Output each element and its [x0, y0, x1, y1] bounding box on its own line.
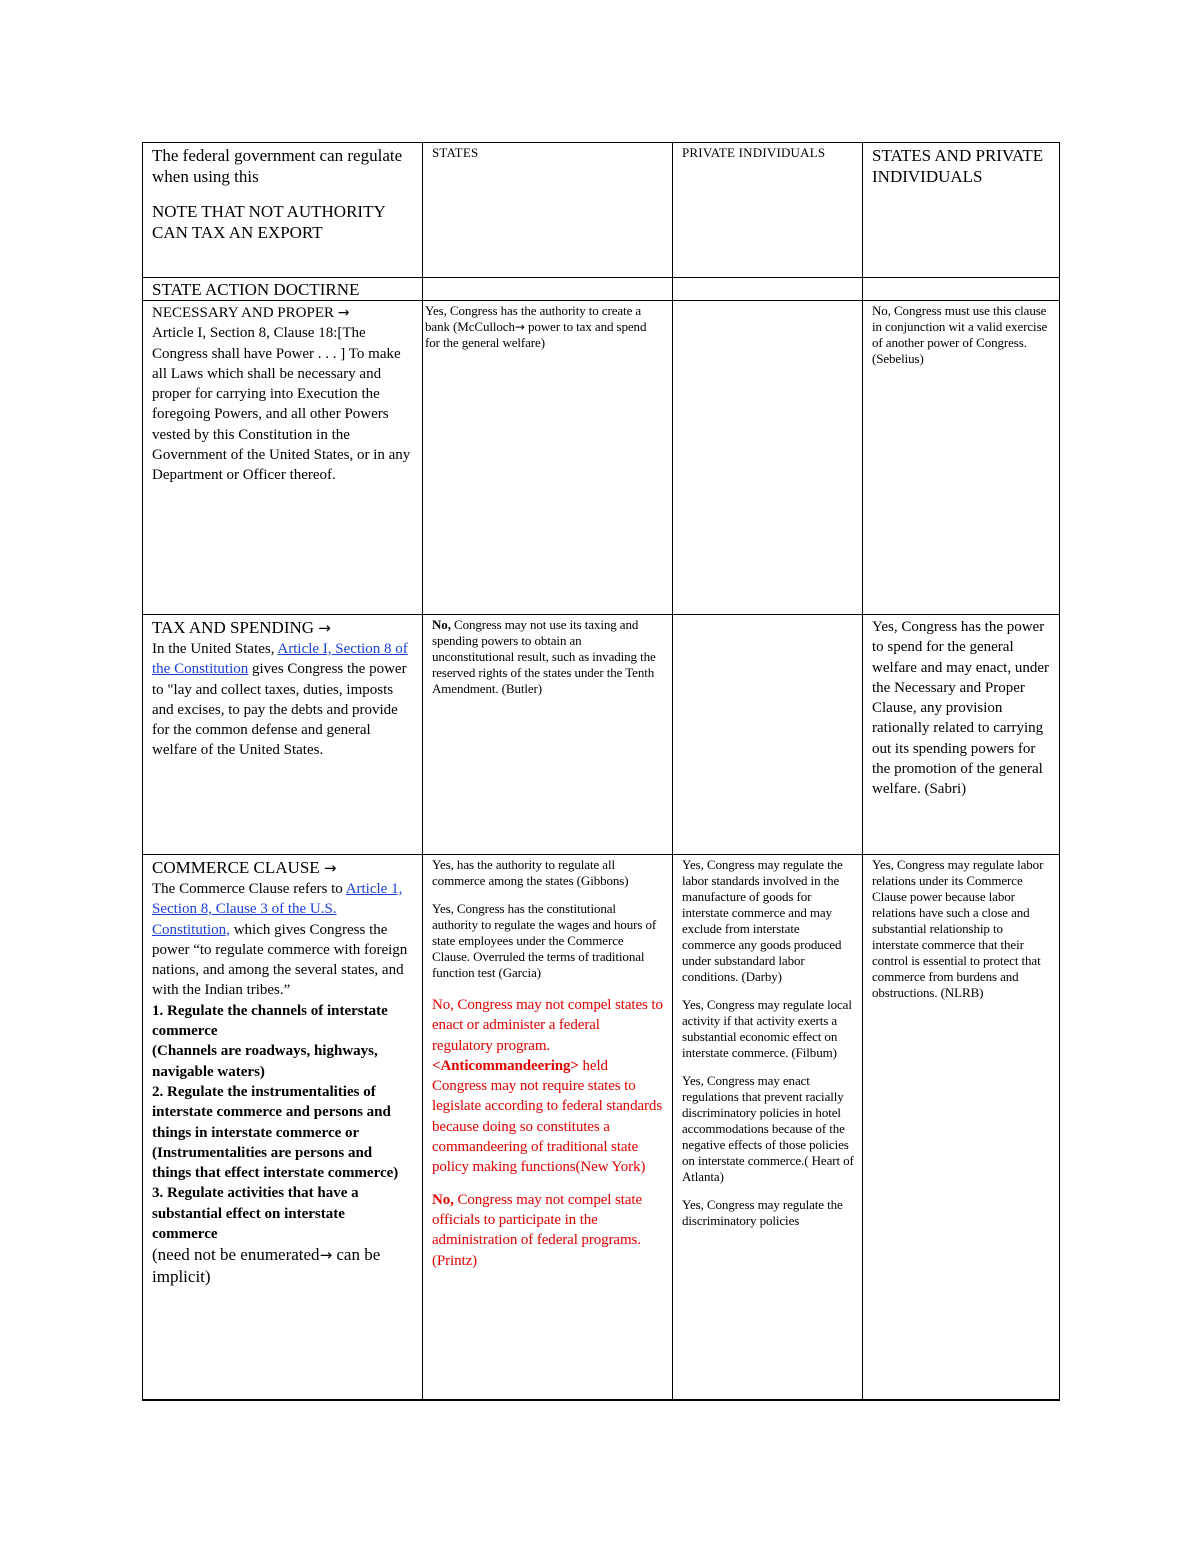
- right-arrow-icon: →: [323, 859, 337, 877]
- necessary-proper-private: [673, 301, 863, 615]
- necessary-proper-title: NECESSARY AND PROPER: [152, 305, 334, 321]
- tax-spending-title: TAX AND SPENDING: [152, 618, 315, 637]
- commerce-states-printz-no: No,: [432, 1191, 454, 1208]
- commerce-private: [673, 855, 863, 1400]
- tax-spending-private: [673, 615, 863, 855]
- header-cell-states: [423, 143, 673, 278]
- commerce-private-discriminatory: Yes, Congress may regulate the discriminatory policies: [682, 1197, 843, 1228]
- commerce-clause-cell: [143, 855, 423, 1400]
- header-cell-authority: [143, 143, 423, 278]
- tax-spending-text-pre: In the United States,: [152, 641, 278, 657]
- tax-spending-both: [863, 615, 1060, 855]
- commerce-states-new-york-2: held Congress may not require states to legislate according to federal standards because doing so constitutes a commandeering of traditional state policy making functions(New York): [432, 1057, 663, 1176]
- commerce-both: [863, 855, 1060, 1400]
- header-authority-label: The federal government can regulate when using this: [152, 146, 403, 186]
- right-arrow-icon: →: [319, 1246, 333, 1265]
- commerce-point-2-note: (Instrumentalities are persons and things that effect interstate commerce): [152, 1144, 399, 1182]
- header-states-label: STATES: [432, 145, 479, 160]
- anticommandeering-label: <Anticommandeering>: [432, 1057, 579, 1074]
- necessary-proper-both: [863, 301, 1060, 615]
- necessary-proper-states: [423, 301, 673, 615]
- header-both-label: STATES AND PRIVATE INDIVIDUALS: [872, 146, 1044, 186]
- necessary-proper-text: Article I, Section 8, Clause 18:[The Congress shall have Power . . . ] To make all Laws which shall be necessary and proper for carrying into Execution the foregoing Powers, and all other Powers vested by this Constitution in the Government of the United States, or in any Department or Officer thereof.: [152, 325, 411, 484]
- commerce-states-garcia: Yes, Congress has the constitutional authority to regulate the wages and hours of state employees under the Commerce Clause. Overruled the terms of traditional function test (Garcia): [432, 901, 657, 980]
- commerce-point-1: 1. Regulate the channels of interstate commerce: [152, 1002, 388, 1040]
- tax-spending-cell: [143, 615, 423, 855]
- tax-spending-states-text: Congress may not use its taxing and spending powers to obtain an unconstitutional result, such as invading the reserved rights of the states under the Tenth Amendment. (Butler): [432, 617, 656, 696]
- commerce-point-1-note: (Channels are roadways, highways, navigable waters): [152, 1043, 378, 1080]
- commerce-closing-a: (need not be enumerated: [152, 1245, 320, 1265]
- header-note: NOTE THAT NOT AUTHORITY CAN TAX AN EXPORT: [152, 202, 386, 242]
- tax-spending-both-text: Yes, Congress has the power to spend for the general welfare and may enact, under the Necessary and Proper Clause, any provision rationally related to carrying out its spending powers for the promotion of the general welfare. (Sabri): [872, 619, 1049, 798]
- state-action-both: [863, 278, 1060, 301]
- article-1-section-8-clause-3-link[interactable]: Article 1, Section 8, Clause 3 of the U.S. Constitution,: [152, 881, 403, 938]
- header-row: [143, 143, 1060, 278]
- commerce-clause-row: [143, 855, 1060, 1400]
- tax-spending-text-post: gives Congress the power to "lay and collect taxes, duties, imposts and excises, to pay the debts and provide for the common defense and general welfare of the United States.: [152, 661, 407, 759]
- header-cell-private: [673, 143, 863, 278]
- article-i-section-8-link[interactable]: Article I, Section 8 of the Constitution: [152, 641, 408, 678]
- commerce-clause-title: COMMERCE CLAUSE: [152, 858, 320, 877]
- commerce-states: [423, 855, 673, 1400]
- state-action-private: [673, 278, 863, 301]
- commerce-states-new-york: No, Congress may not compel states to enact or administer a federal regulatory program.: [432, 997, 663, 1054]
- necessary-proper-cell: [143, 301, 423, 615]
- tax-spending-states: [423, 615, 673, 855]
- right-arrow-icon: →: [514, 320, 525, 334]
- commerce-power-table: [142, 142, 1060, 1401]
- header-cell-both: [863, 143, 1060, 278]
- commerce-states-printz: Congress may not compel state officials to participate in the administration of federal programs. (Printz): [432, 1191, 643, 1269]
- commerce-intro-pre: The Commerce Clause refers to: [152, 881, 346, 897]
- commerce-intro-post: which gives Congress the power “to regulate commerce with foreign nations, and among the several states, and with the Indian tribes.”: [152, 921, 408, 999]
- header-private-label: PRIVATE INDIVIDUALS: [682, 145, 826, 160]
- commerce-closing-b: can be implicit): [152, 1245, 381, 1287]
- necessary-proper-row: [143, 301, 1060, 615]
- necessary-proper-both-text: No, Congress must use this clause in conjunction wit a valid exercise of another power of Congress. (Sebelius): [872, 303, 1048, 366]
- state-action-label: STATE ACTION DOCTIRNE: [152, 280, 360, 299]
- commerce-private-heart-of-atlanta: Yes, Congress may enact regulations that prevent racially discriminatory policies in hotel accommodations because of the negative effects of those policies on interstate commerce.( Heart of Atlanta): [682, 1073, 854, 1184]
- commerce-both-nlrb: Yes, Congress may regulate labor relations under its Commerce Clause power because labor relations have such a close and substantial relationship to interstate commerce that their control is essential to protect that commerce from burdens and obstructions. (NLRB): [872, 857, 1044, 1000]
- necessary-proper-states-text-2: power to tax and spend for the general welfare): [425, 319, 647, 350]
- right-arrow-icon: →: [318, 619, 331, 637]
- commerce-private-darby: Yes, Congress may regulate the labor standards involved in the manufacture of goods for interstate commerce and may exclude from interstate commerce any goods produced under substandard labor conditions. (Darby): [682, 857, 843, 984]
- commerce-point-2: 2. Regulate the instrumentalities of interstate commerce and persons and things in interstate commerce or: [152, 1083, 391, 1141]
- necessary-proper-states-text: Yes, Congress has the authority to create a bank (McCulloch: [425, 303, 642, 334]
- commerce-private-filbum: Yes, Congress may regulate local activity if that activity exerts a substantial economic effect on interstate commerce. (Filbum): [682, 997, 852, 1060]
- tax-spending-states-no: No,: [432, 617, 451, 632]
- state-action-row: [143, 278, 1060, 301]
- commerce-states-gibbons: Yes, has the authority to regulate all commerce among the states (Gibbons): [432, 857, 629, 888]
- right-arrow-icon: →: [337, 305, 350, 321]
- state-action-states: [423, 278, 673, 301]
- commerce-point-3: 3. Regulate activities that have a substantial effect on interstate commerce: [152, 1185, 359, 1243]
- tax-spending-row: [143, 615, 1060, 855]
- state-action-cell: [143, 278, 423, 301]
